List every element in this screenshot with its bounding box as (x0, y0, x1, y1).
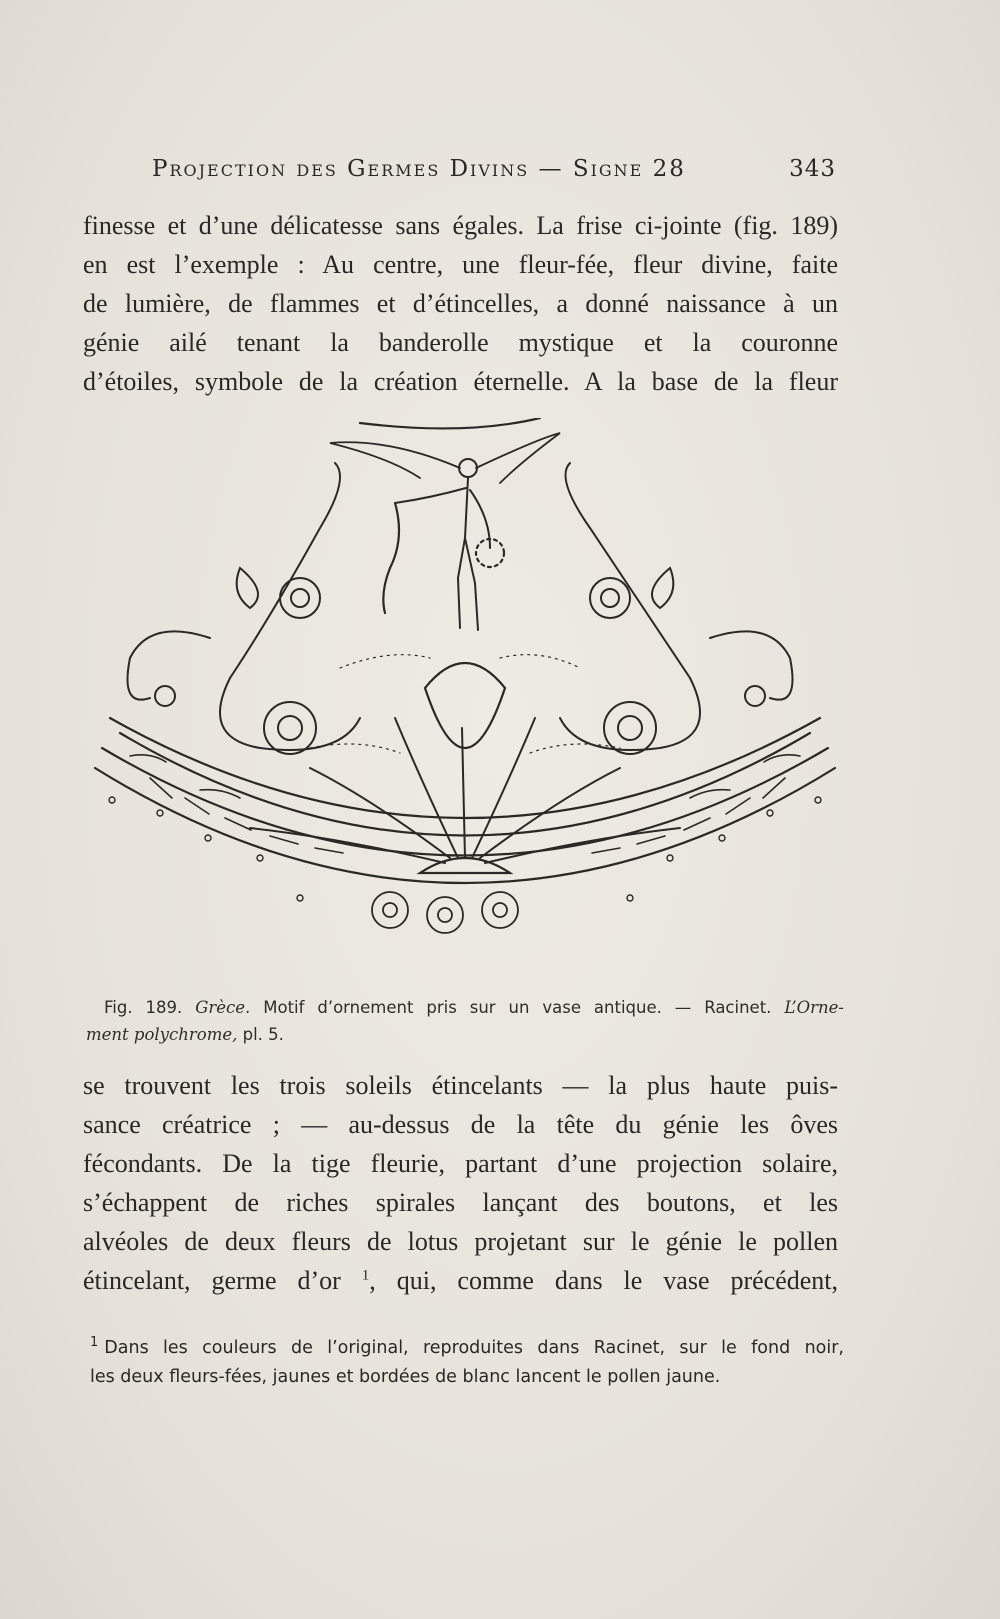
text-line: fécondants. De la tige fleurie, partant d’une projection solaire, (83, 1149, 838, 1178)
footnote (90, 1328, 844, 1392)
wings (330, 433, 560, 483)
caption-text: Motif d’ornement pris sur un vase antique. — Racinet. (263, 998, 772, 1017)
caption-place: Grèce. (195, 998, 251, 1017)
text-line: d’étoiles, symbole de la création éternelle. A la base de la fleur (83, 367, 838, 396)
text-line: en est l’exemple : Au centre, une fleur-fée, fleur divine, faite (83, 250, 838, 279)
caption-number: Fig. 189. (104, 998, 183, 1017)
central-flower (425, 663, 505, 748)
text-line: de lumière, de flammes et d’étincelles, a donné naissance à un (83, 289, 838, 318)
footnote-line-1: Dans les couleurs de l’original, reproduites dans Racinet, sur le fond noir, (104, 1337, 844, 1358)
right-spirals (560, 463, 793, 754)
text-line: sance créatrice ; — au-dessus de la tête du génie les ôves (83, 1110, 838, 1139)
text-line: alvéoles de deux fleurs de lotus projetant sur le génie le pollen (83, 1227, 838, 1256)
text-line-last (83, 1261, 838, 1300)
caption-work-b: ment polychrome, (86, 1025, 238, 1044)
central-stems (250, 718, 680, 863)
last-line-after: , qui, comme dans le vase précédent, (369, 1266, 838, 1295)
ornament-illustration (90, 418, 840, 988)
caption-plate: pl. 5. (242, 1025, 284, 1044)
footnote-reference[interactable]: 1 (361, 1267, 370, 1284)
text-line: génie ailé tenant la banderolle mystique et la couronne (83, 328, 838, 357)
bowl-band-top (110, 718, 820, 818)
pollen-dots (310, 655, 620, 753)
paragraph-bottom (83, 1066, 838, 1300)
left-spirals (128, 463, 361, 754)
last-line-before: étincelant, germe d’or (83, 1266, 341, 1295)
three-suns (372, 892, 518, 933)
ove-row (360, 418, 540, 428)
banderole (383, 503, 399, 613)
text-line: se trouvent les trois soleils étincelants — la plus haute puis- (83, 1071, 838, 1100)
paragraph-top (83, 206, 838, 401)
page-number: 343 (789, 156, 836, 182)
running-title: Projection des Germes Divins — Signe 28 (152, 156, 686, 182)
winged-genie (395, 459, 490, 630)
figure-caption (86, 994, 844, 1048)
caption-work-a: L’Orne- (784, 998, 844, 1017)
running-head (152, 156, 836, 190)
text-line: finesse et d’une délicatesse sans égales. La frise ci-jointe (fig. 189) (83, 211, 838, 240)
text-line: s’échappent de riches spirales lançant des boutons, et les (83, 1188, 838, 1217)
footnote-line-2: les deux fleurs-fées, jaunes et bordées de blanc lancent le pollen jaune. (90, 1366, 721, 1387)
footnote-marker: 1 (90, 1335, 99, 1350)
